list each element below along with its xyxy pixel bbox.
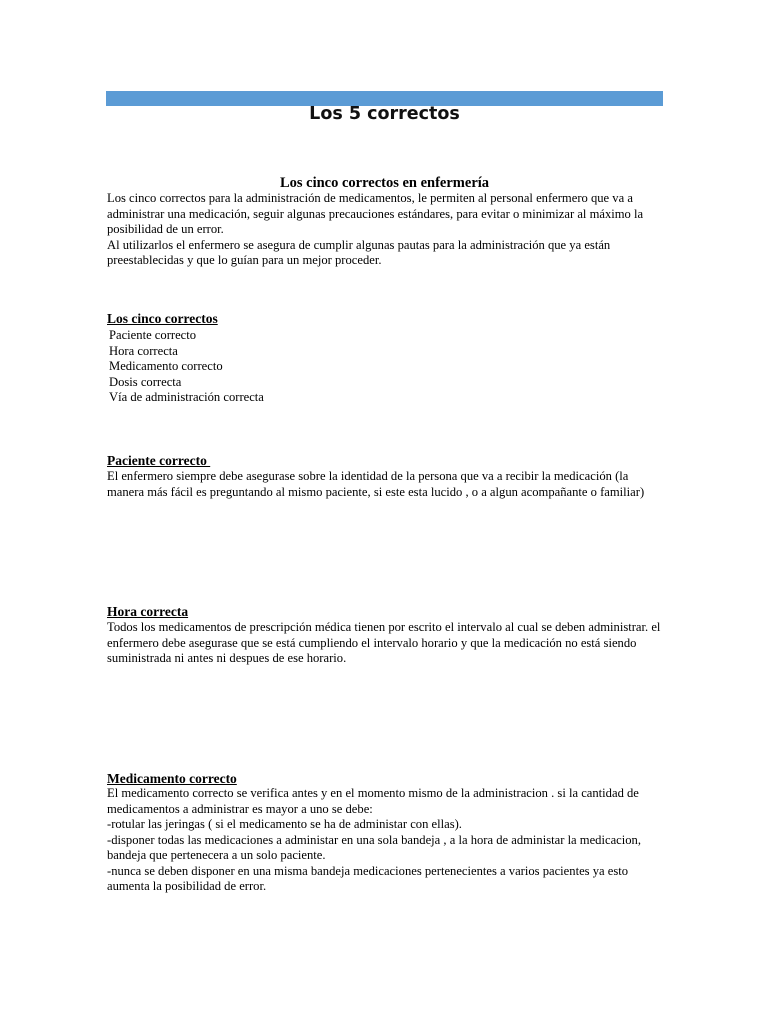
paciente-paragraph (107, 469, 667, 500)
paragraph-line: Todos los medicamentos de prescripción médica tienen por escrito el intervalo al cual se deben administrar. el (107, 620, 661, 634)
paragraph-line: manera más fácil es preguntando al mismo paciente, si este esta lucido , o a algun acompañante o familiar) (107, 484, 645, 499)
list-item: Paciente correcto (109, 328, 197, 342)
intro-line: posibilidad de un error. (107, 222, 224, 236)
document-title: Los 5 correctos (309, 104, 460, 124)
paragraph-line: -rotular las jeringas ( si el medicamento se ha de administar con ellas). (107, 817, 462, 831)
hora-paragraph (107, 620, 667, 667)
medicamento-paragraph (107, 786, 667, 895)
paragraph-line: bandeja que pertenecera a un solo paciente. (107, 848, 326, 862)
five-rights-list (109, 328, 264, 406)
intro-line: administrar una medicación, seguir algunas precauciones estándares, para evitar o minimizar al máximo la (107, 206, 644, 221)
paragraph-line: -disponer todas las medicaciones a administar en una sola bandeja , a la hora de administar la medicacion, (107, 832, 641, 847)
intro-line: preestablecidas y que lo guían para un mejor proceder. (107, 253, 382, 267)
list-heading: Los cinco correctos (107, 311, 218, 326)
intro-line: Al utilizarlos el enfermero se asegura de cumplir algunas pautas para la administración que ya están (107, 237, 611, 252)
intro-line: Los cinco correctos para la administración de medicamentos, le permiten al personal enfermero que va a (107, 191, 633, 205)
paragraph-line: El medicamento correcto se verifica antes y en el momento mismo de la administracion . si la cantidad de (107, 786, 639, 800)
list-item: Dosis correcta (109, 374, 182, 389)
medicamento-heading: Medicamento correcto (107, 771, 237, 786)
intro-paragraph (107, 191, 667, 269)
section-title: Los cinco correctos en enfermería (279, 175, 490, 191)
paragraph-line: medicamentos a administrar es mayor a uno se debe: (107, 801, 373, 816)
paragraph-line: -nunca se deben disponer en una misma bandeja medicaciones pertenecientes a varios pacientes ya esto (107, 863, 629, 878)
hora-heading: Hora correcta (107, 604, 189, 619)
paragraph-line: aumenta la posibilidad de error. (107, 879, 267, 893)
paciente-heading: Paciente correcto (107, 453, 211, 468)
paragraph-line: enfermero debe asegurase que se está cumpliendo el intervalo horario y que la medicación no está siendo (107, 635, 637, 650)
list-item: Medicamento correcto (109, 359, 223, 374)
paragraph-line: El enfermero siempre debe asegurase sobre la identidad de la persona que va a recibir la medicación (la (107, 469, 629, 483)
paragraph-line: suministrada ni antes ni despues de ese horario. (107, 651, 347, 665)
list-item: Hora correcta (109, 343, 178, 358)
list-item: Vía de administración correcta (109, 390, 264, 405)
